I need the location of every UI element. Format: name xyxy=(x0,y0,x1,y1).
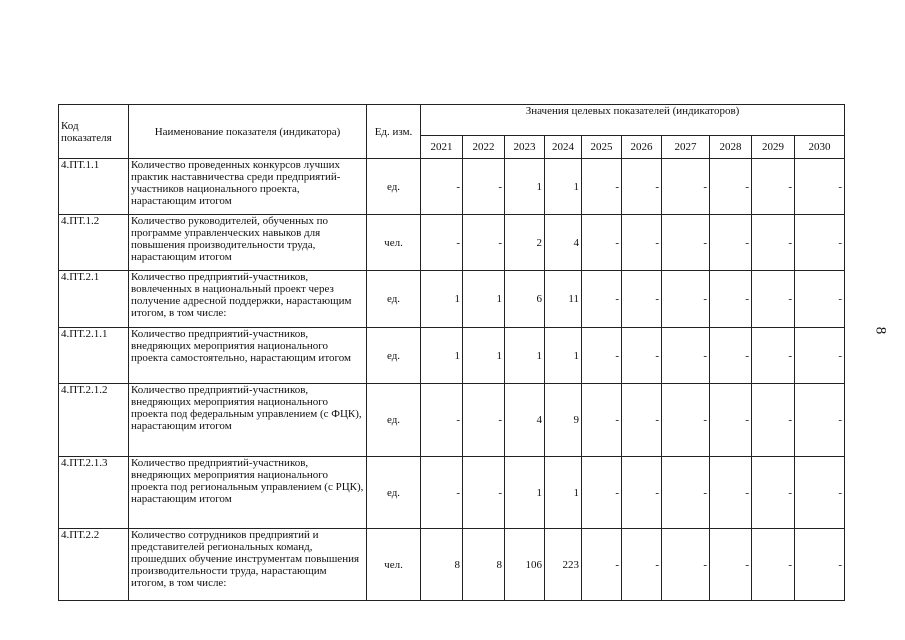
indicator-value: - xyxy=(795,384,845,457)
indicator-code: 4.ПТ.1.1 xyxy=(59,159,129,215)
indicator-value: - xyxy=(662,529,710,601)
indicator-name: Количество предприятий-участников, внедряющих мероприятия национального проекта под федеральным управлением (с ФЦК), нарастающим итогом xyxy=(129,384,367,457)
indicator-value: - xyxy=(710,271,752,328)
header-year: 2025 xyxy=(582,136,622,159)
indicator-value: 9 xyxy=(545,384,582,457)
indicator-value: - xyxy=(710,384,752,457)
indicator-value: 1 xyxy=(421,271,463,328)
indicator-unit: чел. xyxy=(367,529,421,601)
indicator-value: - xyxy=(795,457,845,529)
header-year: 2028 xyxy=(710,136,752,159)
indicator-value: - xyxy=(752,328,795,384)
table-row xyxy=(59,215,845,271)
indicator-value: 1 xyxy=(463,271,505,328)
header-year: 2029 xyxy=(752,136,795,159)
indicator-value: - xyxy=(710,159,752,215)
indicator-value: - xyxy=(752,529,795,601)
indicator-value: - xyxy=(582,271,622,328)
table-header xyxy=(59,105,845,159)
indicator-name: Количество сотрудников предприятий и представителей региональных команд, прошедших обучение инструментам повышения производительности труда, нарастающим итогом, в том числе: xyxy=(129,529,367,601)
indicator-unit: ед. xyxy=(367,271,421,328)
indicator-value: - xyxy=(582,215,622,271)
indicator-name: Количество предприятий-участников, вовлеченных в национальный проект через получение адресной поддержки, нарастающим итогом, в том числе: xyxy=(129,271,367,328)
header-unit: Ед. изм. xyxy=(367,105,421,159)
indicator-value: - xyxy=(622,215,662,271)
indicator-value: - xyxy=(662,215,710,271)
indicator-value: - xyxy=(582,328,622,384)
indicator-value: - xyxy=(463,159,505,215)
indicator-unit: ед. xyxy=(367,384,421,457)
indicator-value: - xyxy=(421,457,463,529)
indicator-value: - xyxy=(710,215,752,271)
indicator-value: 8 xyxy=(421,529,463,601)
indicator-name: Количество руководителей, обученных по программе управленческих навыков для повышения производительности труда, нарастающим итогом xyxy=(129,215,367,271)
indicator-value: - xyxy=(662,271,710,328)
header-year: 2023 xyxy=(505,136,545,159)
indicator-value: - xyxy=(795,215,845,271)
indicator-value: - xyxy=(795,328,845,384)
indicator-name: Количество предприятий-участников, внедряющих мероприятия национального проекта самостоятельно, нарастающим итогом xyxy=(129,328,367,384)
indicator-value: 1 xyxy=(463,328,505,384)
indicator-value: - xyxy=(582,529,622,601)
indicator-value: 6 xyxy=(505,271,545,328)
indicator-value: 4 xyxy=(545,215,582,271)
indicator-value: 1 xyxy=(505,159,545,215)
indicator-value: - xyxy=(752,271,795,328)
indicator-code: 4.ПТ.2.1.3 xyxy=(59,457,129,529)
indicator-value: - xyxy=(662,457,710,529)
indicator-name: Количество проведенных конкурсов лучших практик наставничества среди предприятий-участников национального проекта, нарастающим итогом xyxy=(129,159,367,215)
indicator-value: - xyxy=(752,215,795,271)
indicator-value: 2 xyxy=(505,215,545,271)
indicator-value: - xyxy=(463,215,505,271)
indicator-value: 1 xyxy=(545,457,582,529)
indicator-value: - xyxy=(795,529,845,601)
indicator-value: - xyxy=(463,384,505,457)
indicator-value: 106 xyxy=(505,529,545,601)
table-row xyxy=(59,159,845,215)
indicator-value: - xyxy=(710,529,752,601)
indicator-value: 8 xyxy=(463,529,505,601)
indicator-value: - xyxy=(662,159,710,215)
indicator-unit: чел. xyxy=(367,215,421,271)
indicator-unit: ед. xyxy=(367,328,421,384)
indicator-value: - xyxy=(710,457,752,529)
indicator-value: - xyxy=(710,328,752,384)
header-year: 2022 xyxy=(463,136,505,159)
indicator-value: - xyxy=(662,384,710,457)
table-row xyxy=(59,328,845,384)
indicator-value: 1 xyxy=(505,328,545,384)
indicator-unit: ед. xyxy=(367,457,421,529)
indicator-value: 4 xyxy=(505,384,545,457)
indicator-value: 1 xyxy=(505,457,545,529)
indicators-table xyxy=(58,104,845,601)
indicator-value: - xyxy=(582,159,622,215)
header-year: 2024 xyxy=(545,136,582,159)
indicator-code: 4.ПТ.1.2 xyxy=(59,215,129,271)
indicator-value: 1 xyxy=(421,328,463,384)
indicator-unit: ед. xyxy=(367,159,421,215)
indicator-value: - xyxy=(795,159,845,215)
page-number: 8 xyxy=(872,326,889,335)
header-code: Код показателя xyxy=(59,105,129,159)
indicator-value: - xyxy=(421,384,463,457)
table-row xyxy=(59,271,845,328)
indicator-value: - xyxy=(421,159,463,215)
indicator-value: - xyxy=(752,384,795,457)
indicator-value: - xyxy=(622,384,662,457)
table-row xyxy=(59,384,845,457)
indicator-value: - xyxy=(582,457,622,529)
indicator-value: - xyxy=(622,529,662,601)
indicator-code: 4.ПТ.2.1 xyxy=(59,271,129,328)
indicator-value: - xyxy=(622,271,662,328)
indicator-value: - xyxy=(795,271,845,328)
header-target-values: Значения целевых показателей (индикаторов) xyxy=(421,105,845,136)
header-year: 2027 xyxy=(662,136,710,159)
indicator-value: 11 xyxy=(545,271,582,328)
table-row xyxy=(59,457,845,529)
indicator-value: - xyxy=(622,159,662,215)
indicator-value: - xyxy=(582,384,622,457)
indicator-value: - xyxy=(752,159,795,215)
indicator-value: - xyxy=(622,328,662,384)
indicator-name: Количество предприятий-участников, внедряющих мероприятия национального проекта под региональным управлением (с РЦК), нарастающим итогом xyxy=(129,457,367,529)
indicator-value: - xyxy=(463,457,505,529)
header-name: Наименование показателя (индикатора) xyxy=(129,105,367,159)
header-year: 2021 xyxy=(421,136,463,159)
indicator-value: - xyxy=(421,215,463,271)
table-body xyxy=(59,159,845,601)
indicator-code: 4.ПТ.2.1.1 xyxy=(59,328,129,384)
indicator-value: - xyxy=(622,457,662,529)
indicator-value: - xyxy=(662,328,710,384)
indicator-value: 1 xyxy=(545,159,582,215)
header-year: 2026 xyxy=(622,136,662,159)
indicator-value: 1 xyxy=(545,328,582,384)
table-row xyxy=(59,529,845,601)
header-year: 2030 xyxy=(795,136,845,159)
indicator-code: 4.ПТ.2.1.2 xyxy=(59,384,129,457)
indicator-code: 4.ПТ.2.2 xyxy=(59,529,129,601)
indicator-value: 223 xyxy=(545,529,582,601)
indicator-value: - xyxy=(752,457,795,529)
